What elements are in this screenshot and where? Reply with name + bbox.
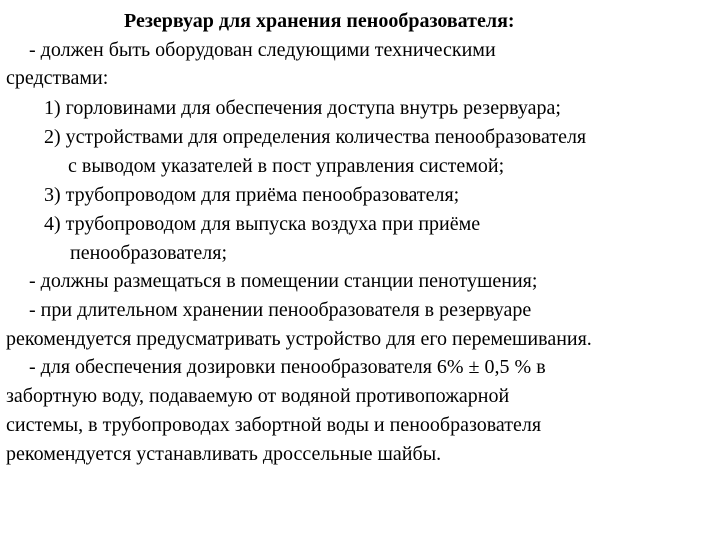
list-item-4-air-pipe: 4) трубопроводом для выпуска воздуха при приёме — [44, 213, 481, 235]
text-line-placement: - должны размещаться в помещении станции пенотушения; — [29, 270, 538, 292]
text-line-mixing-device: рекомендуется предусматривать устройство для его перемешивания. — [6, 328, 592, 350]
text-line-must-be-equipped: - должен быть оборудован следующими техническими — [29, 39, 496, 61]
text-line-dosing: - для обеспечения дозировки пенообразователя 6% ± 0,5 % в — [29, 356, 546, 378]
list-item-3-intake-pipe: 3) трубопроводом для приёма пенообразователя; — [44, 184, 460, 206]
text-line-seawater: забортную воду, подаваемую от водяной противопожарной — [6, 385, 510, 407]
list-item-2-continuation: с выводом указателей в пост управления системой; — [68, 155, 505, 177]
list-item-1-hatches: 1) горловинами для обеспечения доступа внутрь резервуара; — [44, 97, 561, 119]
text-line-long-storage: - при длительном хранении пенообразователя в резервуаре — [29, 299, 532, 321]
list-item-4-continuation: пенообразователя; — [70, 242, 228, 264]
text-line-throttle-washers: рекомендуется устанавливать дроссельные шайбы. — [6, 443, 442, 465]
text-line-means: средствами: — [6, 67, 109, 89]
text-line-pipelines: системы, в трубопроводах забортной воды и пенообразователя — [6, 414, 542, 436]
slide-title: Резервуар для хранения пенообразователя: — [124, 10, 515, 32]
list-item-2-devices: 2) устройствами для определения количества пенообразователя — [44, 126, 587, 148]
